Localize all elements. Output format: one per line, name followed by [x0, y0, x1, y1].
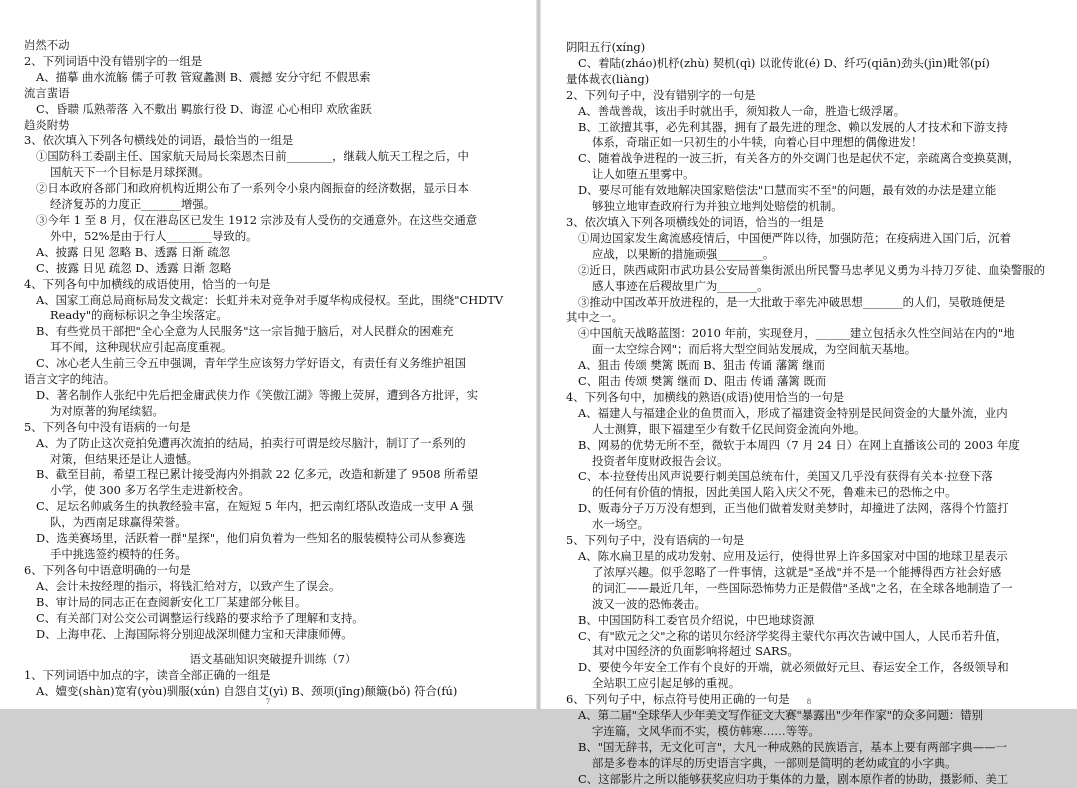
- question-heading: 5、下列句子中，没有语病的一句是: [566, 533, 745, 548]
- option-line: B、审计局的同志正在查阅新安化工厂某建部分帐目。: [36, 594, 307, 609]
- text-line: 面一太空综合网"；而后将大型空间站发展成，为空间航天基地。: [592, 342, 917, 357]
- option-line: D、选美赛场里，活跃着一群"星探"，他们肩负着为一些知名的服装模特公司从参赛选: [36, 531, 466, 546]
- text-line: 全站职工应引起足够的重视。: [592, 676, 741, 691]
- text-line: ④中国航天战略蓝图：2010 年前，实现登月，______建立包括永久性空间站在内的"地: [578, 326, 1015, 341]
- text-line: 国航天下一个目标是月球探测。: [50, 165, 210, 180]
- text-line: 体系，奇瑞正如一只初生的小牛犊，向着心目中理想的偶像进发！: [592, 135, 923, 150]
- option-line: C、随着战争进程的一波三折，有关各方的外交调门也是起伏不定，亲疏离合变换莫测，: [578, 151, 1020, 166]
- text-line: 队，为西南足球赢得荣誉。: [50, 515, 187, 530]
- text-line: ①周边国家发生禽流感疫情后，中国便严阵以待，加强防范；在疫病进入国门后，沉着: [578, 230, 1011, 245]
- text-line: 语言文字的纯洁。: [24, 372, 116, 387]
- option-line: B、"国无辞书，无文化可言"，大凡一种成熟的民族语言，基本上要有两部字典——一: [578, 739, 1007, 754]
- text-line: 经济复苏的力度正_______增强。: [50, 197, 216, 212]
- option-line: A、善哉善哉，该出手时就出手，须知救人一命，胜造七级浮屠。: [578, 103, 906, 118]
- text-line: 水一场空。: [592, 517, 649, 532]
- text-line: 够独立地审查政府行为并独立地判处赔偿的机制。: [592, 199, 843, 214]
- option-line: D、上海申花、上海国际将分别迎战深圳健力宝和天津康师傅。: [36, 626, 353, 641]
- option-line: C、昏聩 瓜熟蒂落 入不敷出 羁旅行役 D、诲涩 心心相印 欢欣雀跃: [36, 101, 372, 116]
- page-number: 8: [806, 698, 812, 706]
- left-page: [0, 0, 536, 709]
- option-line: A、第二届"全球华人少年美文写作征文大赛"暴露出"少年作家"的众多问题：错别: [578, 708, 984, 723]
- text-line: 其对中国经济的负面影响将超过 SARS。: [592, 644, 799, 659]
- question-heading: 3、依次填入下列各句横线处的词语，最恰当的一组是: [24, 133, 294, 148]
- option-line: C、披露 日见 疏忽 D、透露 日渐 忽略: [36, 260, 232, 275]
- text-line: 投资者年度财政报告会议。: [592, 453, 729, 468]
- option-line: D、贩毒分子万万没有想到，正当他们做着发财美梦时，却撞进了法网，落得个竹篮打: [578, 501, 1009, 516]
- option-line: C、本·拉登传出风声说要行刺美国总统布什，美国又几乎没有获得有关本·拉登下落: [578, 469, 993, 484]
- text-line: 了浓厚兴趣。似乎忽略了一件事情，这就是"圣战"并不是一个能搏得西方社会好感: [592, 564, 1002, 579]
- text-line: 手中挑选签约模特的任务。: [50, 547, 187, 561]
- text-line: 其中之一。: [566, 310, 623, 325]
- text-line: 波又一波的恐怖袭击。: [592, 596, 706, 611]
- text-line: 让人如堕五里雾中。: [592, 167, 695, 182]
- option-line: B、有些党员干部把"全心全意为人民服务"这一宗旨抛于脑后，对人民群众的困难充: [36, 324, 454, 339]
- text-line: 应战，以果断的措施顽强________。: [592, 246, 775, 261]
- question-heading: 6、下列句子中，标点符号使用正确的一句是: [566, 692, 790, 707]
- text-line: Ready"的商标标识之争尘埃落定。: [50, 308, 228, 323]
- option-line: A、会计未按经理的指示，将钱汇给对方，以致产生了误会。: [36, 578, 341, 593]
- text-line: 外中，52%是由于行人________导致的。: [50, 228, 258, 243]
- page-number: 7: [265, 698, 271, 706]
- text-line: 流言蜚语: [24, 85, 70, 100]
- option-line: A、嬗变(shàn)宽宥(yòu)驯服(xún) 自怨自艾(yì) B、颈项(jǐng)颠簸(bǒ) 符合(fú): [36, 684, 458, 699]
- option-line: C、足坛名帅戚务生的执教经验丰富，在短短 5 年内，把云南红塔队改造成一支甲 A 强: [36, 499, 474, 514]
- option-line: A、披露 日见 忽略 B、透露 日渐 疏忽: [36, 244, 231, 259]
- option-line: C、着陆(zháo)机杼(zhù) 契机(qì) 以讹传讹(é) D、纤巧(qiān)劲头(jìn)毗邻(pí): [578, 55, 990, 70]
- text-line: 趋炎附势: [24, 117, 70, 132]
- option-line: C、有"欧元之父"之称的诺贝尔经济学奖得主蒙代尔再次告诫中国人，人民币若升值，: [578, 628, 1008, 643]
- option-line: A、福建人与福建企业的鱼贯而入，形成了福建资金特别是民间资金的大量外流，业内: [578, 405, 1008, 420]
- option-line: A、国家工商总局商标局发文裁定：长虹并未对竞争对手厦华构成侵权。至此，围绕"CHDTV: [36, 292, 504, 307]
- section-title: 语文基础知识突破提升训练（7）: [189, 652, 357, 667]
- option-line: B、网易的优势无所不至，微软于本周四（7 月 24 日）在网上直播该公司的 2003 年度: [578, 437, 1020, 452]
- option-line: A、描摹 曲水流觞 儒子可教 管窥蠡测 B、震撼 安分守纪 不假思索: [36, 69, 371, 84]
- option-line: A、陈水扁卫星的成功发射、应用及运行，使得世界上许多国家对中国的地球卫星表示: [578, 549, 1008, 563]
- text-line: 耳不闻，这种现状应引起高度重视。: [50, 340, 233, 355]
- right-page: [541, 0, 1077, 786]
- question-heading: 2、下列词语中没有错别字的一组是: [24, 53, 203, 68]
- question-heading: 4、下列各句中加横线的成语使用，恰当的一句是: [24, 276, 271, 291]
- text-line: ③推动中国改革开放进程的，是一大批敢于率先冲破思想_______的人们，吴敬琏便是: [578, 294, 1006, 309]
- text-line: 岿然不动: [24, 38, 70, 52]
- option-line: C、有关部门对公交公司调整运行线路的要求给予了理解和支持。: [36, 610, 364, 625]
- question-heading: 1、下列词语中加点的字，读音全部正确的一组是: [24, 668, 271, 683]
- text-line: 的词汇——最近几年，一些国际恐怖势力正是假借"圣战"之名，在全球各地制造了一: [592, 580, 1013, 595]
- question-heading: 4、下列各句中，加横线的熟语(成语)使用恰当的一句是: [566, 389, 845, 404]
- text-line: 量体裁衣(liàng): [566, 71, 650, 86]
- text-line: 阴阳五行(xíng): [566, 40, 646, 54]
- option-line: D、著名制作人张纪中先后把金庸武侠力作《笑傲江湖》等搬上荧屏，遭到各方批评，实: [36, 387, 478, 402]
- question-heading: 2、下列句子中，没有错别字的一句是: [566, 87, 756, 102]
- text-line: 人士测算，眼下福建至少有数千亿民间资金流向外地。: [592, 421, 866, 436]
- text-line: 的任何有价值的情报，因此美国人陷入庆父不死，鲁难未已的恐怖之中。: [592, 485, 957, 500]
- question-heading: 5、下列各句中没有语病的一句是: [24, 419, 191, 434]
- text-line: 对策，但结果还是让人遗憾。: [50, 451, 199, 466]
- text-line: 感人事迹在后稷故里广为_______。: [592, 278, 769, 293]
- option-line: D、要尽可能有效地解决国家赔偿法"口慧而实不至"的问题，最有效的办法是建立能: [578, 183, 997, 198]
- option-line: B、中国国防科工委官员介绍说，中巴地球资源: [578, 612, 815, 627]
- text-line: 部是多卷本的详尽的历史语言字典，一部则是简明的老幼咸宜的小字典。: [592, 755, 957, 770]
- text-line: ①国防科工委副主任、国家航天局局长栾恩杰日前________，继载人航天工程之后，中: [36, 149, 469, 164]
- option-line: D、要使今年安全工作有个良好的开端，就必须做好元旦、春运安全工作，各级领导和: [578, 660, 1009, 675]
- option-line: C、阻击 传颂 樊篱 继而 D、阻击 传诵 藩篱 既而: [578, 374, 827, 389]
- text-line: ③今年 1 至 8 月，仅在港岛区已发生 1912 宗涉及有人受伤的交通意外。在这些交通意: [36, 212, 478, 227]
- option-line: A、为了防止这次竞拍免遭再次流拍的结局，拍卖行可谓是绞尽脑汁，制订了一系列的: [36, 435, 466, 450]
- text-line: 为对原著的狗尾续貂。: [50, 403, 164, 418]
- option-line: A、狙击 传颂 樊篱 既而 B、狙击 传诵 藩篱 继而: [578, 358, 825, 373]
- text-line: 小学，使 300 多万名学生走进新校舍。: [50, 483, 250, 498]
- question-heading: 6、下列各句中语意明确的一句是: [24, 562, 191, 577]
- question-heading: 3、依次填入下列各项横线处的词语，恰当的一组是: [566, 214, 824, 229]
- option-line: C、这部影片之所以能够获奖应归功于集体的力量，剧本原作者的协助，摄影师、美工: [578, 771, 1009, 786]
- option-line: B、工欲擅其事，必先利其器，拥有了最先进的理念、赖以发展的人才技术和下游支持: [578, 119, 1008, 134]
- text-line: 字连篇，文风华而不实，模仿韩寒……等等。: [592, 723, 820, 738]
- option-line: B、截至目前，希望工程已累计接受海内外捐款 22 亿多元，改造和新建了 9508 所希望: [36, 467, 479, 482]
- text-line: ②日本政府各部门和政府机构近期公布了一系列令小泉内阁振奋的经济数据，显示日本: [36, 181, 469, 196]
- option-line: C、冰心老人生前三令五申强调，青年学生应该努力学好语文，有责任有义务维护祖国: [36, 356, 467, 371]
- text-line: ②近日，陕西咸阳市武功县公安局普集街派出所民警马忠孝见义勇为斗持刀歹徒、血染警服的: [578, 262, 1046, 277]
